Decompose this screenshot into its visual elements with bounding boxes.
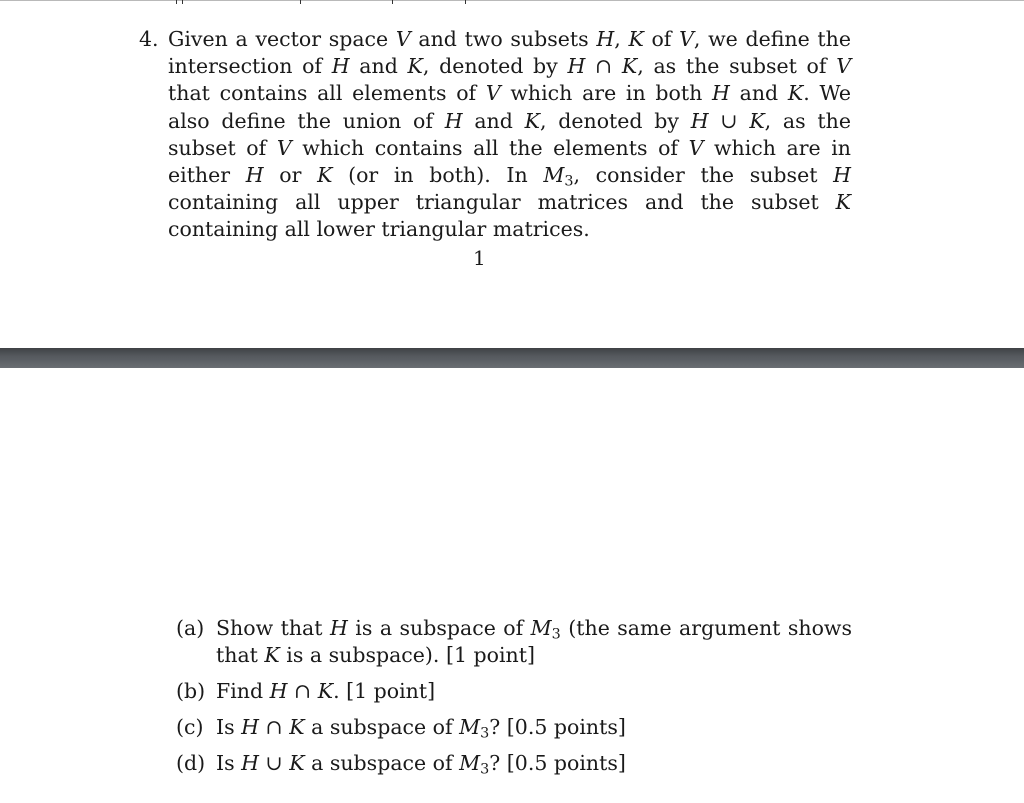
- part-text: Is H ∪ K a subspace of $M_3$? [0.5 points]: [216, 751, 626, 778]
- glyph-fragment: [465, 0, 466, 4]
- part-a: [176, 615, 852, 669]
- glyph-fragment: [300, 0, 301, 4]
- part-b: [176, 678, 852, 705]
- page-divider: [0, 348, 1024, 368]
- part-label: (b): [176, 679, 206, 703]
- part-label: (a): [176, 616, 205, 640]
- problem-statement: Given a vector space V and two subsets H, K of V, we define the intersection of H and K, denoted by H ∩ K, as the subset of V that contains all elements of V which are in both H and K. We also define the union of H and K, denoted by H ∪ K, as the subset of V which contains all the elements of V which are in either H or K (or in both). In $M_3$, consider the subset H containing all upper triangular matrices and the subset K containing all lower triangular matrices.: [168, 27, 852, 242]
- page-top: [0, 0, 1024, 348]
- problem-4: [139, 26, 851, 244]
- part-text: Show that H is a subspace of $M_3$ (the same argument shows that K is a subspace). [1 point]: [216, 616, 852, 667]
- part-c: [176, 714, 852, 741]
- page-edge-rule: [0, 0, 1024, 1]
- problem-number: 4.: [139, 27, 159, 51]
- question-parts: [176, 615, 852, 786]
- glyph-fragment: [392, 0, 393, 4]
- part-text: Find H ∩ K. [1 point]: [216, 679, 436, 703]
- page-number: 1: [473, 246, 486, 270]
- glyph-fragment: [176, 0, 177, 4]
- glyph-fragment: [182, 0, 183, 4]
- part-text: Is H ∩ K a subspace of $M_3$? [0.5 points]: [216, 715, 626, 742]
- part-label: (c): [176, 715, 204, 739]
- previous-page-edge: [0, 0, 1024, 3]
- part-d: [176, 750, 852, 777]
- part-label: (d): [176, 751, 206, 775]
